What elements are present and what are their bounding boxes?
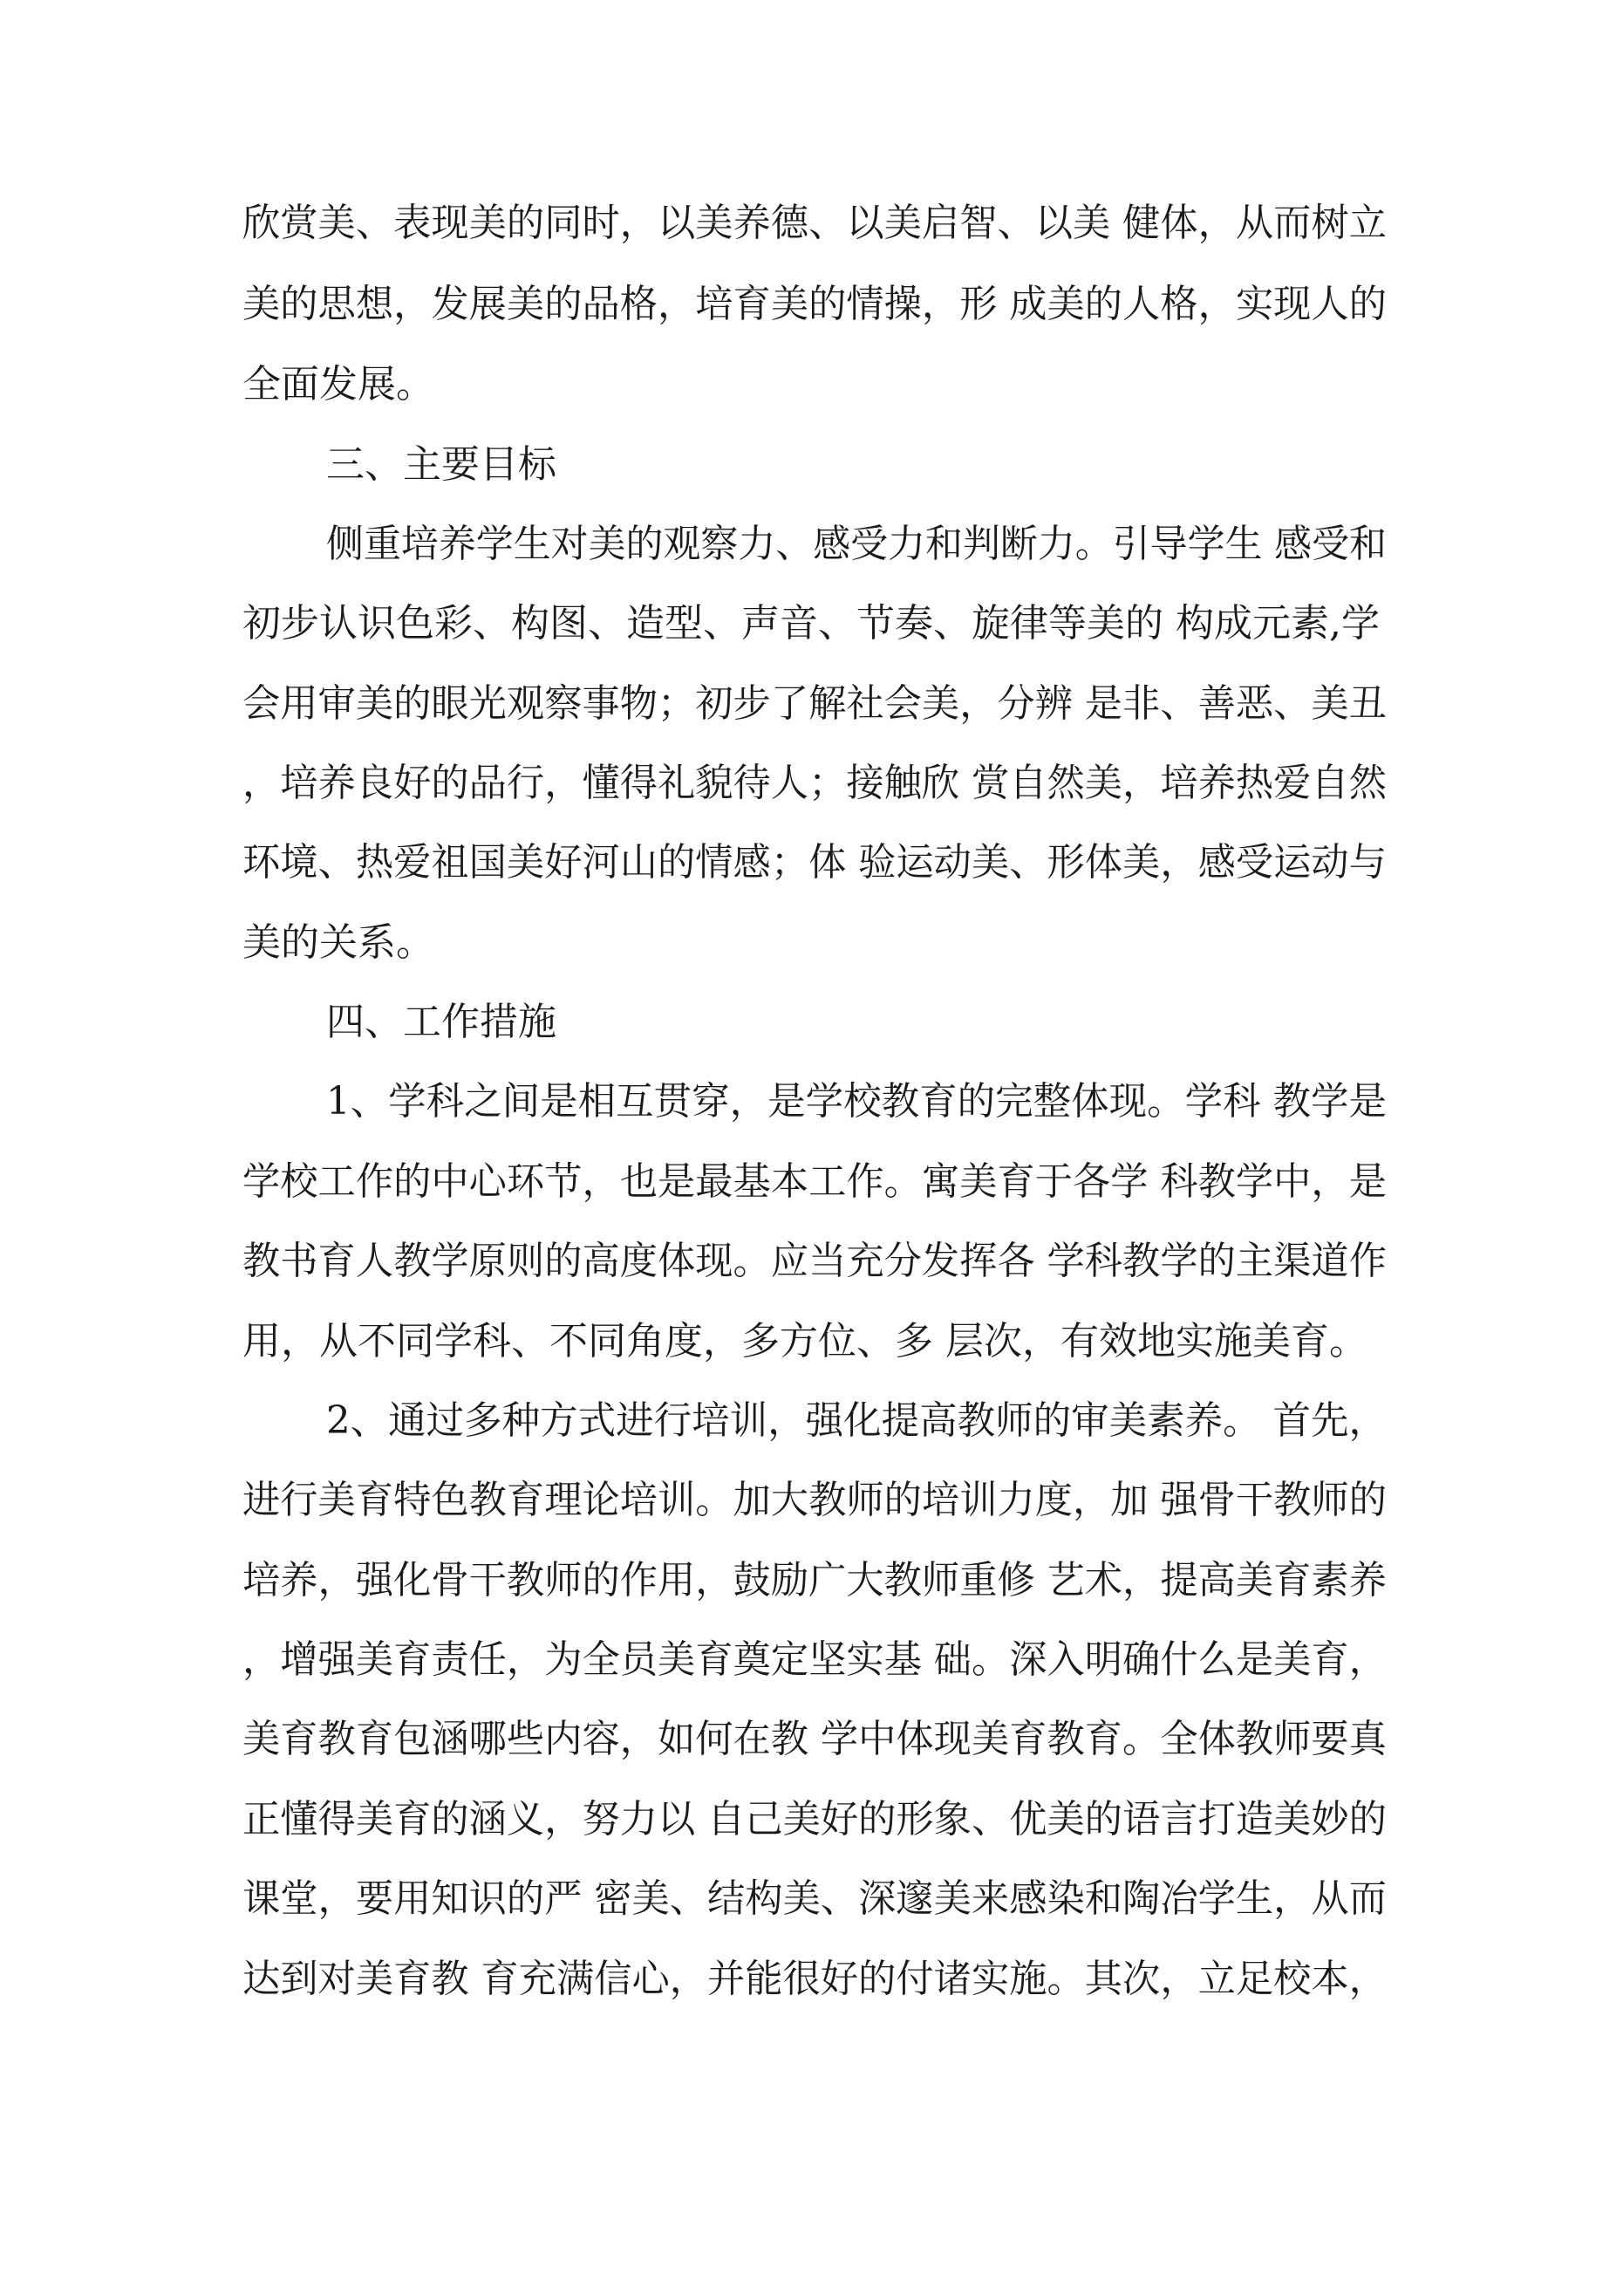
text-line: ，增强美育责任，为全员美育奠定坚实基 础。深入明确什么是美育， <box>242 1637 1387 1682</box>
section-heading: 四、工作措施 <box>326 1000 556 1044</box>
text-line: 美的思想，发展美的品格，培育美的情操，形 成美的人格，实现人的 <box>242 282 1387 326</box>
text-line: 初步认识色彩、构图、造型、声音、节奏、旋律等美的 构成元素,学 <box>242 601 1380 646</box>
text-line: 达到对美育教 育充满信心，并能很好的付诸实施。其次，立足校本， <box>242 1957 1387 2001</box>
text-line: 培养，强化骨干教师的作用，鼓励广大教师重修 艺术，提高美育素养 <box>242 1558 1387 1602</box>
text-line: 用，从不同学科、不同角度，多方位、多 层次，有效地实施美育。 <box>242 1319 1367 1363</box>
text-line: 侧重培养学生对美的观察力、感受力和判断力。引导学生 感受和 <box>326 522 1387 566</box>
text-line: ，培养良好的品行，懂得礼貌待人；接触欣 赏自然美，培养热爱自然 <box>242 761 1387 805</box>
text-line: 正懂得美育的涵义，努力以 自己美好的形象、优美的语言打造美妙的 <box>242 1797 1387 1842</box>
text-line: 2、通过多种方式进行培训，强化提高教师的审美素养。 首先， <box>326 1398 1387 1443</box>
text-line: 1、学科之间是相互贯穿，是学校教育的完整体现。学科 教学是 <box>326 1079 1387 1124</box>
text-line: 美的关系。 <box>242 920 434 965</box>
text-line: 环境、热爱祖国美好河山的情感；体 验运动美、形体美，感受运动与 <box>242 840 1387 885</box>
text-line: 学校工作的中心环节，也是最基本工作。寓美育于各学 科教学中，是 <box>242 1159 1387 1204</box>
text-line: 全面发展。 <box>242 362 434 407</box>
text-line: 欣赏美、表现美的同时，以美养德、以美启智、以美 健体，从而树立 <box>242 201 1387 245</box>
text-line: 课堂，要用知识的严 密美、结构美、深邃美来感染和陶冶学生，从而 <box>242 1876 1387 1921</box>
text-line: 美育教育包涵哪些内容，如何在教 学中体现美育教育。全体教师要真 <box>242 1717 1387 1761</box>
text-line: 进行美育特色教育理论培训。加大教师的培训力度，加 强骨干教师的 <box>242 1478 1387 1522</box>
section-heading: 三、主要目标 <box>326 442 556 487</box>
text-line: 教书育人教学原则的高度体现。应当充分发挥各 学科教学的主渠道作 <box>242 1239 1387 1283</box>
text-line: 会用审美的眼光观察事物；初步了解社会美，分辨 是非、善恶、美丑 <box>242 681 1387 726</box>
